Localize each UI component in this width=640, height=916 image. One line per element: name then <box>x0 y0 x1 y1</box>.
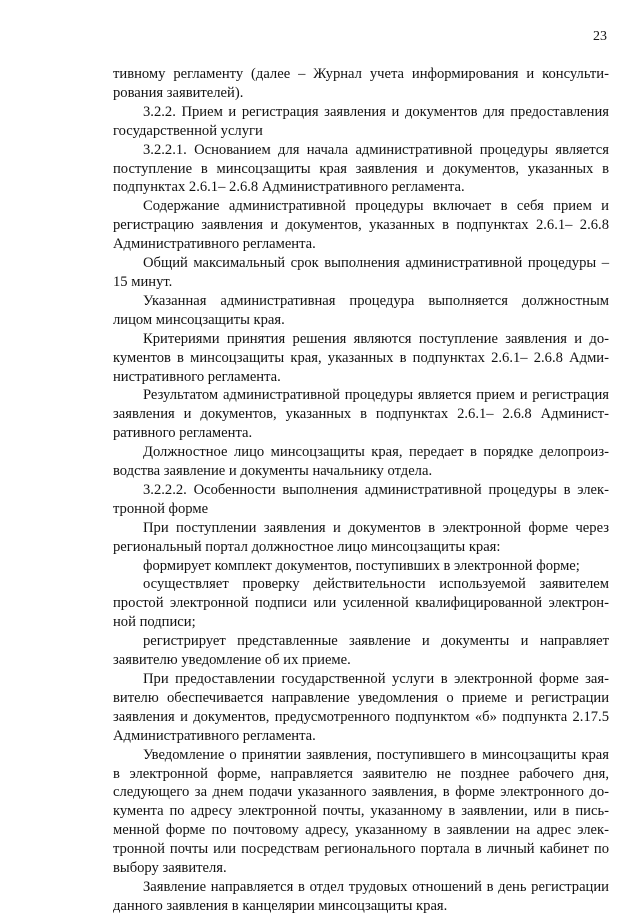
list-item: формирует комплект документов, поступивших в электронной форме; <box>143 557 580 574</box>
paragraph: Должностное лицо минсоцзащиты края, передает в порядке делопроизводства заявление и документы начальнику отдела. <box>113 444 609 480</box>
paragraph: Уведомление о принятии заявления, поступившего в минсоцзащиты края в электронной форме, направляется заявителю не позднее рабочего дня, следующего за днем подачи указанного заявления, в форме электронного документа по адресу электронной почты, указанному в заявлении, или в письменной форме по почтовому адресу, указанному в заявлении на адрес электронной почты или посредствам регионального портала в личный кабинет по выбору заявителя. <box>113 746 609 877</box>
section-heading: 3.2.2.2. Особенности выполнения административной процедуры в электронной форме <box>113 481 609 517</box>
list-item: осуществляет проверку действительности используемой заявителем простой электронной подписи или усиленной квалифицированной электронной подписи; <box>113 576 609 631</box>
paragraph: 3.2.2.1. Основанием для начала административной процедуры является поступление в минсоцзащиты края заявления и документов, указанных в подпунктах 2.6.1– 2.6.8 Административного регламента. <box>113 141 609 196</box>
paragraph: Результатом административной процедуры является прием и регистрация заявления и документов, указанных в подпунктах 2.6.1– 2.6.8 Административного регламента. <box>113 387 609 442</box>
paragraph: Содержание административной процедуры включает в себя прием и регистрацию заявления и документов, указанных в подпунктах 2.6.1– 2.6.8 Административного регламента. <box>113 198 609 253</box>
document-body <box>113 65 609 916</box>
paragraph: Заявление направляется в отдел трудовых отношений в день регистрации данного заявления в канцелярии минсоцзащиты края. <box>113 878 609 914</box>
section-heading: 3.2.2. Прием и регистрация заявления и документов для предоставления государственной услуги <box>113 103 609 139</box>
paragraph: При предоставлении государственной услуги в электронной форме заявителю обеспечивается направление уведомления о приеме и регистрации заявления и документов, предусмотренного подпунктом «б» подпункта 2.17.5 Административного регламента. <box>113 671 609 744</box>
paragraph: Общий максимальный срок выполнения административной процедуры – 15 минут. <box>113 255 609 290</box>
list-item: регистрирует представленные заявление и документы и направляет заявителю уведомление об их приеме. <box>113 633 609 669</box>
paragraph: Указанная административная процедура выполняется должностным лицом минсоцзащиты края. <box>113 292 609 328</box>
paragraph: тивному регламенту (далее – Журнал учета информирования и консультирования заявителей). <box>113 66 609 101</box>
paragraph: Критериями принятия решения являются поступление заявления и документов в минсоцзащиты края, указанных в подпунктах 2.6.1– 2.6.8 Административного регламента. <box>113 330 609 385</box>
page-number: 23 <box>593 29 607 44</box>
paragraph: При поступлении заявления и документов в электронной форме через региональный портал должностное лицо минсоцзащиты края: <box>113 519 609 555</box>
